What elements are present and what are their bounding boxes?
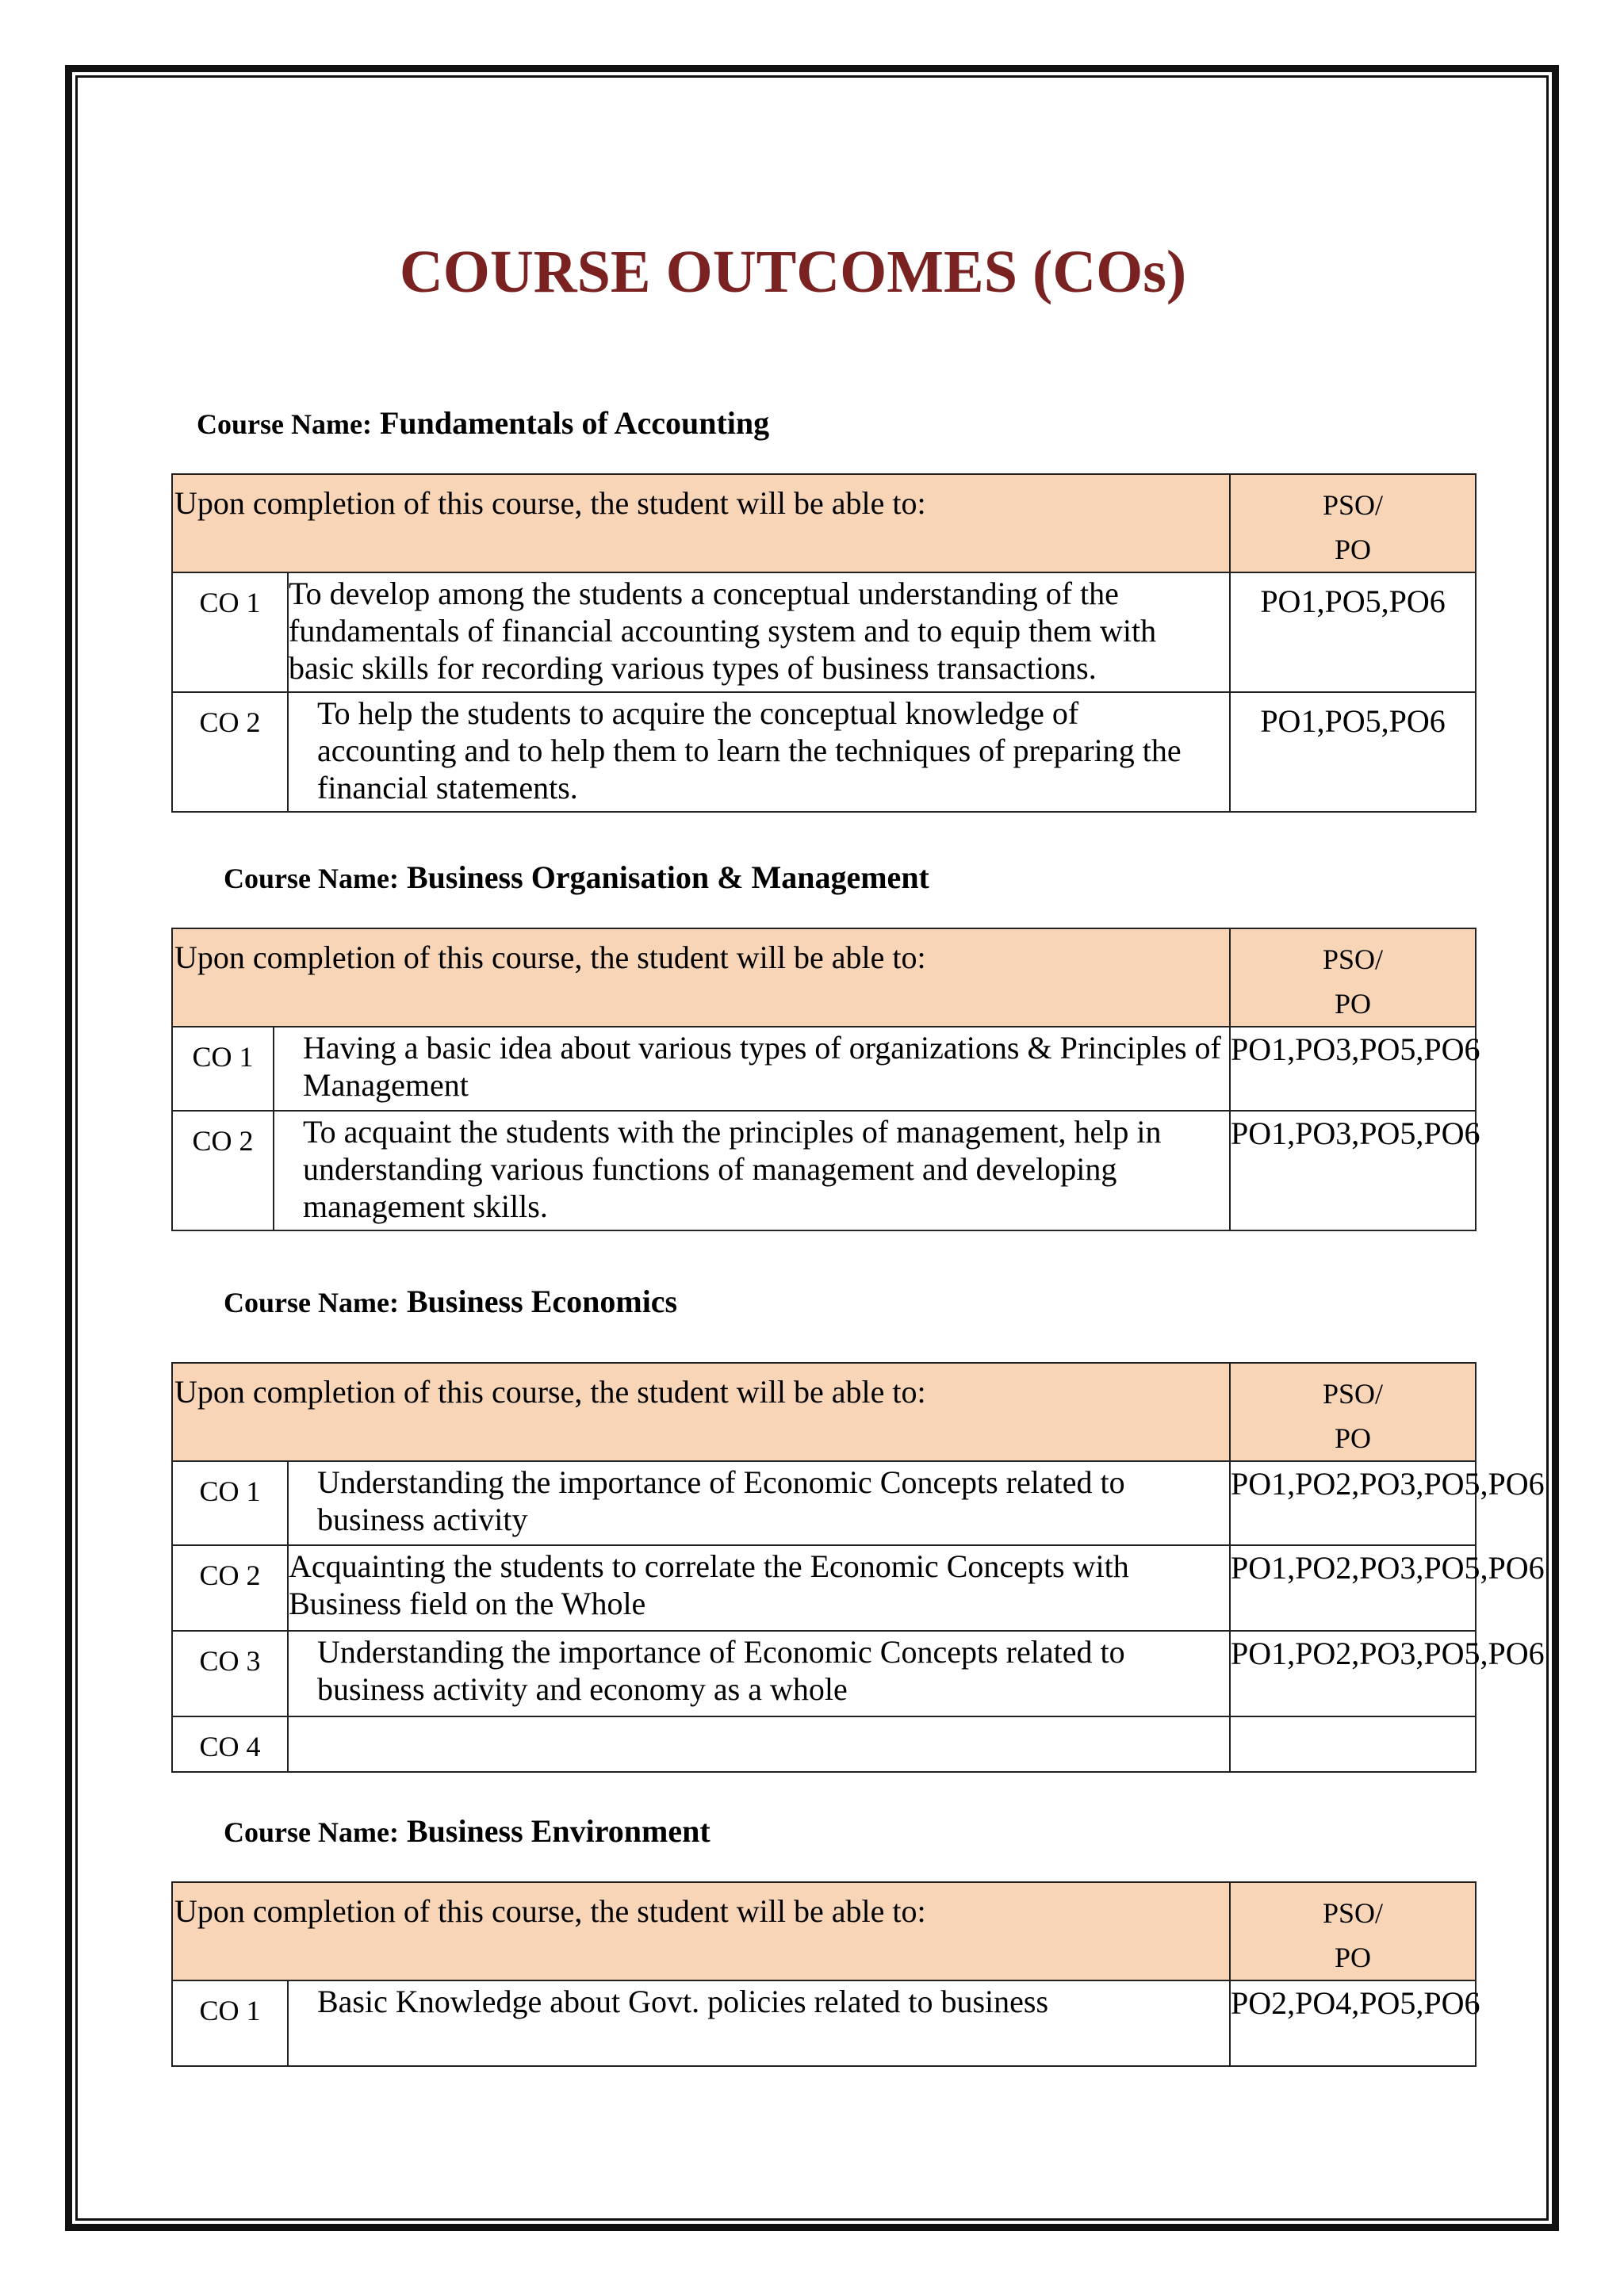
table-row — [172, 572, 1476, 692]
page-title: COURSE OUTCOMES (COs) — [399, 239, 1187, 305]
pso-header-cell: PSO/ PO — [1230, 474, 1476, 572]
pso-header-cell: PSO/ PO — [1230, 1882, 1476, 1980]
co-description: Basic Knowledge about Govt. policies related to business — [288, 1980, 1230, 2066]
co-id: CO 2 — [172, 1545, 288, 1631]
co-id: CO 3 — [172, 1631, 288, 1716]
course-name-value: Business Organisation & Management — [406, 859, 929, 895]
co-po-mapping — [1230, 1716, 1476, 1772]
co-id: CO 1 — [172, 572, 288, 692]
table-header-row — [172, 1363, 1476, 1461]
course-name-value: Business Environment — [406, 1813, 710, 1849]
co-description — [288, 1716, 1230, 1772]
table-row — [172, 1027, 1476, 1111]
table-row — [172, 1545, 1476, 1631]
header-cell: Upon completion of this course, the student will be able to: — [172, 1882, 1230, 1980]
co-description: Understanding the importance of Economic Concepts related to business activity — [288, 1461, 1230, 1545]
co-po-mapping: PO1,PO5,PO6 — [1230, 692, 1476, 812]
header-cell: Upon completion of this course, the student will be able to: — [172, 474, 1230, 572]
course-outcomes-table — [171, 1362, 1545, 1773]
co-id: CO 1 — [172, 1027, 274, 1111]
co-po-mapping: PO1,PO5,PO6 — [1230, 572, 1476, 692]
course-name-label: Course Name: — [197, 408, 372, 440]
co-id: CO 2 — [172, 692, 288, 812]
co-id: CO 1 — [172, 1461, 288, 1545]
course-name-label: Course Name: — [224, 863, 399, 894]
table-row — [172, 1111, 1476, 1230]
course-name-heading — [224, 859, 929, 896]
co-description: To develop among the students a conceptual understanding of the fundamentals of financial accounting system and to equip them with basic skills for recording various types of business transactions. — [288, 572, 1230, 692]
co-po-mapping: PO1,PO2,PO3,PO5,PO6 — [1230, 1461, 1476, 1545]
co-po-mapping: PO1,PO2,PO3,PO5,PO6 — [1230, 1631, 1476, 1716]
course-name-heading — [197, 404, 769, 442]
co-description: Having a basic idea about various types of organizations & Principles of Management — [274, 1027, 1230, 1111]
pso-header-cell: PSO/ PO — [1230, 1363, 1476, 1461]
table-row — [172, 1716, 1476, 1772]
co-po-mapping: PO2,PO4,PO5,PO6 — [1230, 1980, 1476, 2066]
course-name-value: Fundamentals of Accounting — [379, 405, 770, 441]
table-row — [172, 1980, 1476, 2066]
co-id: CO 1 — [172, 1980, 288, 2066]
course-name-label: Course Name: — [224, 1287, 399, 1318]
co-description: To help the students to acquire the conceptual knowledge of accounting and to help them to learn the techniques of preparing the financial statements. — [288, 692, 1230, 812]
course-name-heading — [224, 1812, 710, 1850]
course-name-label: Course Name: — [224, 1816, 399, 1848]
co-description: To acquaint the students with the principles of management, help in understanding various functions of management and developing management skills. — [274, 1111, 1230, 1230]
table-row — [172, 692, 1476, 812]
table-header-row — [172, 1882, 1476, 1980]
co-id: CO 4 — [172, 1716, 288, 1772]
course-outcomes-table — [171, 473, 1477, 813]
co-po-mapping: PO1,PO3,PO5,PO6 — [1230, 1027, 1476, 1111]
co-po-mapping: PO1,PO3,PO5,PO6 — [1230, 1111, 1476, 1230]
header-cell: Upon completion of this course, the student will be able to: — [172, 1363, 1230, 1461]
header-cell: Upon completion of this course, the student will be able to: — [172, 928, 1230, 1027]
course-outcomes-table — [171, 1881, 1480, 2067]
course-name-value: Business Economics — [406, 1284, 678, 1319]
co-description: Understanding the importance of Economic Concepts related to business activity and economy as a whole — [288, 1631, 1230, 1716]
table-header-row — [172, 474, 1476, 572]
pso-header-cell: PSO/ PO — [1230, 928, 1476, 1027]
table-header-row — [172, 928, 1476, 1027]
course-name-heading — [224, 1283, 677, 1320]
table-row — [172, 1631, 1476, 1716]
co-id: CO 2 — [172, 1111, 274, 1230]
co-description: Acquainting the students to correlate the Economic Concepts with Business field on the Whole — [288, 1545, 1230, 1631]
course-outcomes-table — [171, 928, 1480, 1231]
table-row — [172, 1461, 1476, 1545]
co-po-mapping: PO1,PO2,PO3,PO5,PO6 — [1230, 1545, 1476, 1631]
